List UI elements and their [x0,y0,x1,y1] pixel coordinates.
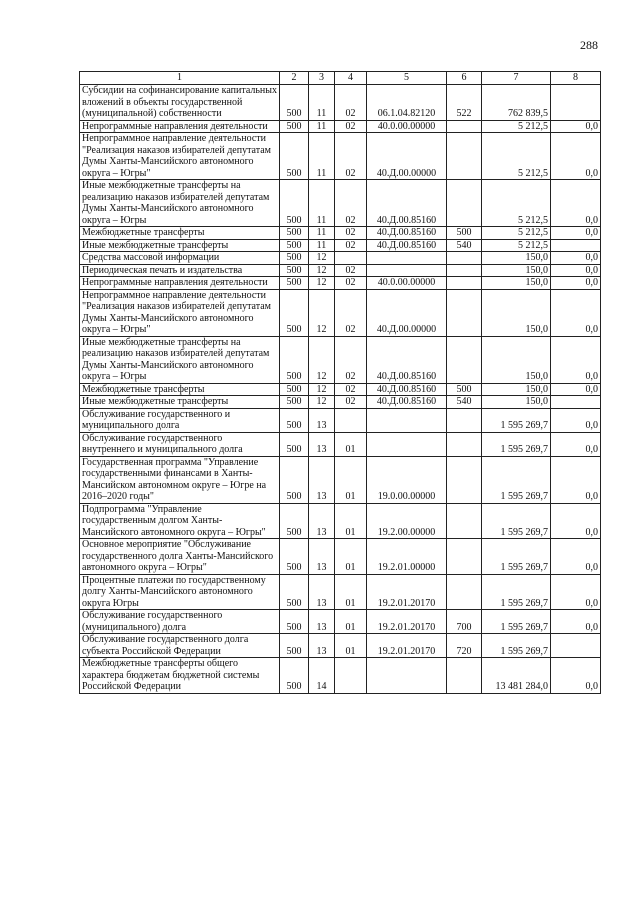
row-name-cell: Обслуживание государственного и муниципального долга [80,408,280,432]
code-expense-type-cell [447,289,482,336]
row-name-cell: Субсидии на софинансирование капитальных вложений в объекты государственной (муниципальной) собственности [80,85,280,121]
amount-2-cell: 0,0 [551,658,601,694]
code-admin-cell: 500 [280,610,309,634]
header-cell: 2 [280,72,309,85]
amount-2-cell [551,396,601,409]
table-row [80,336,601,383]
code-admin-cell: 500 [280,456,309,503]
amount-2-cell: 0,0 [551,289,601,336]
code-subsection-cell: 02 [335,289,367,336]
table-row [80,227,601,240]
code-subsection-cell [335,252,367,265]
code-admin-cell: 500 [280,133,309,180]
code-section-cell: 14 [309,658,335,694]
code-admin-cell: 500 [280,658,309,694]
table-row [80,432,601,456]
code-target-article-cell: 19.2.01.20170 [367,634,447,658]
code-subsection-cell [335,408,367,432]
code-section-cell: 12 [309,289,335,336]
code-expense-type-cell [447,456,482,503]
table-row [80,634,601,658]
code-target-article-cell: 19.2.01.20170 [367,610,447,634]
code-section-cell: 11 [309,120,335,133]
table-row [80,396,601,409]
code-target-article-cell: 40.Д.00.85160 [367,336,447,383]
row-name-cell: Обслуживание государственного внутреннего и муниципального долга [80,432,280,456]
code-subsection-cell: 02 [335,227,367,240]
code-target-article-cell [367,658,447,694]
code-section-cell: 11 [309,239,335,252]
code-subsection-cell: 02 [335,383,367,396]
amount-2-cell [551,239,601,252]
code-admin-cell: 500 [280,432,309,456]
table-row [80,264,601,277]
header-cell: 7 [482,72,551,85]
code-expense-type-cell: 500 [447,227,482,240]
table-row [80,252,601,265]
amount-cell: 1 595 269,7 [482,432,551,456]
code-expense-type-cell [447,180,482,227]
code-expense-type-cell: 540 [447,239,482,252]
row-name-cell: Средства массовой информации [80,252,280,265]
code-subsection-cell: 01 [335,610,367,634]
code-target-article-cell: 40.Д.00.85160 [367,227,447,240]
code-target-article-cell [367,264,447,277]
header-row [80,72,601,85]
code-expense-type-cell: 522 [447,85,482,121]
code-expense-type-cell [447,574,482,610]
amount-2-cell: 0,0 [551,456,601,503]
table-row [80,658,601,694]
code-admin-cell: 500 [280,289,309,336]
table-row [80,180,601,227]
table-row [80,85,601,121]
code-section-cell: 13 [309,432,335,456]
code-expense-type-cell [447,432,482,456]
code-admin-cell: 500 [280,396,309,409]
code-section-cell: 12 [309,383,335,396]
code-target-article-cell: 19.2.01.00000 [367,539,447,575]
table-row [80,120,601,133]
code-admin-cell: 500 [280,408,309,432]
code-subsection-cell: 01 [335,503,367,539]
code-target-article-cell: 06.1.04.82120 [367,85,447,121]
row-name-cell: Непрограммные направления деятельности [80,277,280,290]
amount-2-cell: 0,0 [551,610,601,634]
amount-2-cell: 0,0 [551,277,601,290]
amount-2-cell: 0,0 [551,133,601,180]
row-name-cell: Обслуживание государственного (муниципального) долга [80,610,280,634]
code-subsection-cell: 02 [335,85,367,121]
row-name-cell: Процентные платежи по государственному долгу Ханты-Мансийского автономного округа Югры [80,574,280,610]
amount-2-cell: 0,0 [551,180,601,227]
amount-2-cell: 0,0 [551,574,601,610]
row-name-cell: Основное мероприятие "Обслуживание государственного долга Ханты-Мансийского автономного округа – Югры" [80,539,280,575]
code-expense-type-cell [447,658,482,694]
header-cell: 5 [367,72,447,85]
header-cell: 1 [80,72,280,85]
amount-2-cell: 0,0 [551,227,601,240]
code-target-article-cell: 19.2.01.20170 [367,574,447,610]
code-subsection-cell: 01 [335,634,367,658]
code-target-article-cell: 40.Д.00.85160 [367,239,447,252]
row-name-cell: Иные межбюджетные трансферты [80,239,280,252]
code-subsection-cell: 02 [335,336,367,383]
code-subsection-cell: 02 [335,133,367,180]
code-subsection-cell: 02 [335,180,367,227]
amount-2-cell: 0,0 [551,539,601,575]
code-target-article-cell: 40.Д.00.85160 [367,383,447,396]
code-expense-type-cell [447,277,482,290]
amount-cell: 762 839,5 [482,85,551,121]
amount-cell: 5 212,5 [482,180,551,227]
code-expense-type-cell [447,539,482,575]
table-row [80,503,601,539]
amount-cell: 150,0 [482,336,551,383]
amount-cell: 5 212,5 [482,239,551,252]
amount-2-cell: 0,0 [551,120,601,133]
code-admin-cell: 500 [280,239,309,252]
code-subsection-cell: 01 [335,456,367,503]
header-cell: 6 [447,72,482,85]
row-name-cell: Подпрограмма "Управление государственным долгом Ханты-Мансийского автономного округа – Югры" [80,503,280,539]
code-admin-cell: 500 [280,277,309,290]
amount-2-cell [551,85,601,121]
amount-cell: 5 212,5 [482,227,551,240]
code-subsection-cell: 02 [335,277,367,290]
amount-cell: 150,0 [482,396,551,409]
row-name-cell: Иные межбюджетные трансферты на реализацию наказов избирателей депутатам Думы Ханты-Мансийского автономного округа – Югры [80,180,280,227]
row-name-cell: Иные межбюджетные трансферты [80,396,280,409]
table-row [80,383,601,396]
row-name-cell: Межбюджетные трансферты [80,383,280,396]
code-admin-cell: 500 [280,120,309,133]
code-admin-cell: 500 [280,180,309,227]
amount-cell: 13 481 284,0 [482,658,551,694]
code-section-cell: 11 [309,133,335,180]
code-subsection-cell: 02 [335,120,367,133]
table-row [80,408,601,432]
amount-2-cell: 0,0 [551,503,601,539]
row-name-cell: Межбюджетные трансферты общего характера бюджетам бюджетной системы Российской Федерации [80,658,280,694]
row-name-cell: Обслуживание государственного долга субъекта Российской Федерации [80,634,280,658]
code-target-article-cell [367,252,447,265]
table-body [80,85,601,694]
amount-cell: 150,0 [482,277,551,290]
code-target-article-cell: 40.Д.00.00000 [367,133,447,180]
amount-cell: 1 595 269,7 [482,574,551,610]
code-admin-cell: 500 [280,539,309,575]
code-section-cell: 12 [309,277,335,290]
amount-cell: 1 595 269,7 [482,503,551,539]
code-expense-type-cell [447,120,482,133]
code-expense-type-cell [447,133,482,180]
code-section-cell: 11 [309,85,335,121]
row-name-cell: Непрограммные направления деятельности [80,120,280,133]
code-admin-cell: 500 [280,503,309,539]
code-subsection-cell [335,658,367,694]
amount-cell: 150,0 [482,383,551,396]
table-row [80,574,601,610]
table-row [80,539,601,575]
code-expense-type-cell [447,503,482,539]
code-section-cell: 11 [309,180,335,227]
code-expense-type-cell: 720 [447,634,482,658]
table-row [80,456,601,503]
code-section-cell: 13 [309,574,335,610]
code-admin-cell: 500 [280,383,309,396]
code-expense-type-cell: 540 [447,396,482,409]
code-subsection-cell: 02 [335,264,367,277]
code-section-cell: 13 [309,408,335,432]
code-section-cell: 13 [309,456,335,503]
code-admin-cell: 500 [280,252,309,265]
code-expense-type-cell [447,336,482,383]
amount-2-cell: 0,0 [551,432,601,456]
row-name-cell: Непрограммное направление деятельности "Реализация наказов избирателей депутатам Думы Ханты-Мансийского автономного округа – Югры" [80,289,280,336]
code-section-cell: 13 [309,634,335,658]
code-section-cell: 13 [309,503,335,539]
amount-cell: 150,0 [482,289,551,336]
code-section-cell: 12 [309,336,335,383]
amount-cell: 150,0 [482,252,551,265]
code-admin-cell: 500 [280,574,309,610]
header-cell: 3 [309,72,335,85]
amount-cell: 5 212,5 [482,133,551,180]
amount-cell: 1 595 269,7 [482,634,551,658]
header-cell: 4 [335,72,367,85]
row-name-cell: Иные межбюджетные трансферты на реализацию наказов избирателей депутатам Думы Ханты-Мансийского автономного округа – Югры [80,336,280,383]
table-row [80,610,601,634]
amount-cell: 1 595 269,7 [482,610,551,634]
amount-cell: 1 595 269,7 [482,539,551,575]
code-expense-type-cell [447,408,482,432]
code-admin-cell: 500 [280,227,309,240]
code-expense-type-cell: 500 [447,383,482,396]
code-section-cell: 12 [309,396,335,409]
amount-2-cell: 0,0 [551,252,601,265]
row-name-cell: Периодическая печать и издательства [80,264,280,277]
code-section-cell: 12 [309,264,335,277]
code-subsection-cell: 02 [335,239,367,252]
amount-2-cell: 0,0 [551,408,601,432]
table-row [80,133,601,180]
budget-table [79,71,601,694]
code-section-cell: 11 [309,227,335,240]
amount-cell: 1 595 269,7 [482,456,551,503]
code-subsection-cell: 01 [335,574,367,610]
table-row [80,289,601,336]
code-target-article-cell [367,432,447,456]
code-expense-type-cell [447,252,482,265]
amount-2-cell: 0,0 [551,383,601,396]
amount-2-cell [551,634,601,658]
table-row [80,277,601,290]
code-target-article-cell: 40.0.00.00000 [367,277,447,290]
code-expense-type-cell [447,264,482,277]
code-target-article-cell: 40.Д.00.85160 [367,180,447,227]
amount-cell: 5 212,5 [482,120,551,133]
header-cell: 8 [551,72,601,85]
amount-cell: 150,0 [482,264,551,277]
amount-2-cell: 0,0 [551,264,601,277]
code-admin-cell: 500 [280,85,309,121]
code-target-article-cell [367,408,447,432]
amount-cell: 1 595 269,7 [482,408,551,432]
code-expense-type-cell: 700 [447,610,482,634]
code-target-article-cell: 40.0.00.00000 [367,120,447,133]
row-name-cell: Межбюджетные трансферты [80,227,280,240]
code-target-article-cell: 19.0.00.00000 [367,456,447,503]
amount-2-cell: 0,0 [551,336,601,383]
code-subsection-cell: 01 [335,539,367,575]
code-admin-cell: 500 [280,336,309,383]
code-target-article-cell: 19.2.00.00000 [367,503,447,539]
row-name-cell: Непрограммное направление деятельности "Реализация наказов избирателей депутатам Думы Ханты-Мансийского автономного округа – Югры" [80,133,280,180]
code-admin-cell: 500 [280,264,309,277]
code-section-cell: 13 [309,610,335,634]
code-subsection-cell: 02 [335,396,367,409]
code-subsection-cell: 01 [335,432,367,456]
code-target-article-cell: 40.Д.00.85160 [367,396,447,409]
code-section-cell: 12 [309,252,335,265]
code-section-cell: 13 [309,539,335,575]
page-number: 288 [580,38,598,52]
code-target-article-cell: 40.Д.00.00000 [367,289,447,336]
code-admin-cell: 500 [280,634,309,658]
row-name-cell: Государственная программа "Управление государственными финансами в Ханты-Мансийском автономном округе – Югре на 2016–2020 годы" [80,456,280,503]
table-row [80,239,601,252]
